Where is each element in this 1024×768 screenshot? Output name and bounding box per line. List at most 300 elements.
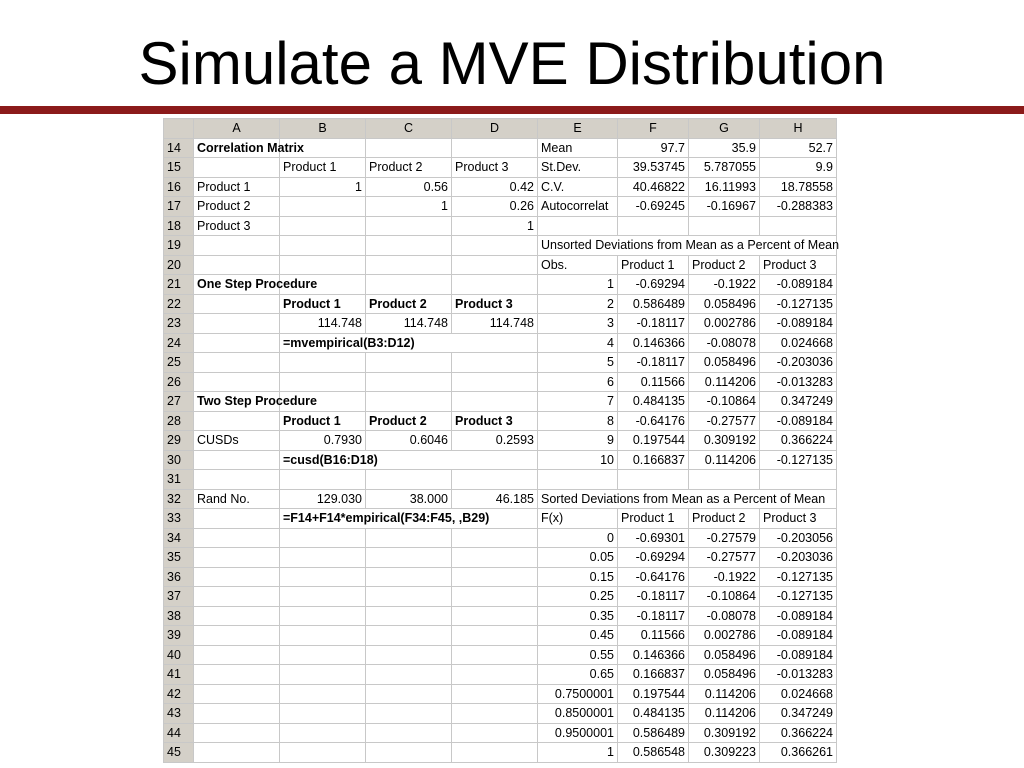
cell-a15[interactable] xyxy=(194,158,280,178)
cell-d28[interactable]: Product 3 xyxy=(452,411,538,431)
cell-f21[interactable]: -0.69294 xyxy=(618,275,689,295)
cell-b19[interactable] xyxy=(280,236,366,256)
row-header-21[interactable]: 21 xyxy=(164,275,194,295)
cell-a16[interactable]: Product 1 xyxy=(194,177,280,197)
cell-a43[interactable] xyxy=(194,704,280,724)
cell-c18[interactable] xyxy=(366,216,452,236)
cell-f40[interactable]: 0.146366 xyxy=(618,645,689,665)
sheet-row-17 xyxy=(164,197,837,217)
cell-b40[interactable] xyxy=(280,645,366,665)
cell-b41[interactable] xyxy=(280,665,366,685)
cell-d22[interactable]: Product 3 xyxy=(452,294,538,314)
row-header-42[interactable]: 42 xyxy=(164,684,194,704)
cell-f14[interactable]: 97.7 xyxy=(618,138,689,158)
cell-f42[interactable]: 0.197544 xyxy=(618,684,689,704)
cell-c28[interactable]: Product 2 xyxy=(366,411,452,431)
cell-d35[interactable] xyxy=(452,548,538,568)
cell-a44[interactable] xyxy=(194,723,280,743)
cell-d26[interactable] xyxy=(452,372,538,392)
cell-d32[interactable]: 46.185 xyxy=(452,489,538,509)
cell-h16[interactable]: 18.78558 xyxy=(760,177,837,197)
cell-a40[interactable] xyxy=(194,645,280,665)
cell-h33[interactable]: Product 3 xyxy=(760,509,837,529)
cell-d18[interactable]: 1 xyxy=(452,216,538,236)
row-header-22[interactable]: 22 xyxy=(164,294,194,314)
cell-c38[interactable] xyxy=(366,606,452,626)
cell-c45[interactable] xyxy=(366,743,452,763)
cell-f18[interactable] xyxy=(618,216,689,236)
cell-g28[interactable]: -0.27577 xyxy=(689,411,760,431)
cell-b17[interactable] xyxy=(280,197,366,217)
cell-d25[interactable] xyxy=(452,353,538,373)
cell-g27[interactable]: -0.10864 xyxy=(689,392,760,412)
row-header-43[interactable]: 43 xyxy=(164,704,194,724)
cell-g29[interactable]: 0.309192 xyxy=(689,431,760,451)
cell-f29[interactable]: 0.197544 xyxy=(618,431,689,451)
cell-c14[interactable] xyxy=(366,138,452,158)
cell-e39[interactable]: 0.45 xyxy=(538,626,618,646)
cell-a30[interactable] xyxy=(194,450,280,470)
cell-b34[interactable] xyxy=(280,528,366,548)
cell-g41[interactable]: 0.058496 xyxy=(689,665,760,685)
cell-e43[interactable]: 0.8500001 xyxy=(538,704,618,724)
cell-e33[interactable]: F(x) xyxy=(538,509,618,529)
cell-h21[interactable]: -0.089184 xyxy=(760,275,837,295)
cell-h40[interactable]: -0.089184 xyxy=(760,645,837,665)
cell-a26[interactable] xyxy=(194,372,280,392)
cell-a20[interactable] xyxy=(194,255,280,275)
cell-b15[interactable]: Product 1 xyxy=(280,158,366,178)
row-header-41[interactable]: 41 xyxy=(164,665,194,685)
cell-a19[interactable] xyxy=(194,236,280,256)
cell-c43[interactable] xyxy=(366,704,452,724)
cell-c26[interactable] xyxy=(366,372,452,392)
cell-g15[interactable]: 5.787055 xyxy=(689,158,760,178)
cell-a28[interactable] xyxy=(194,411,280,431)
column-header-g[interactable]: G xyxy=(689,119,760,139)
cell-f16[interactable]: 40.46822 xyxy=(618,177,689,197)
cell-e45[interactable]: 1 xyxy=(538,743,618,763)
column-header-a[interactable]: A xyxy=(194,119,280,139)
cell-f36[interactable]: -0.64176 xyxy=(618,567,689,587)
cell-c41[interactable] xyxy=(366,665,452,685)
cell-e40[interactable]: 0.55 xyxy=(538,645,618,665)
row-header-36[interactable]: 36 xyxy=(164,567,194,587)
cell-e15[interactable]: St.Dev. xyxy=(538,158,618,178)
cell-h27[interactable]: 0.347249 xyxy=(760,392,837,412)
cell-h28[interactable]: -0.089184 xyxy=(760,411,837,431)
cell-d21[interactable] xyxy=(452,275,538,295)
cell-d37[interactable] xyxy=(452,587,538,607)
cell-h30[interactable]: -0.127135 xyxy=(760,450,837,470)
row-header-19[interactable]: 19 xyxy=(164,236,194,256)
row-header-34[interactable]: 34 xyxy=(164,528,194,548)
cell-h43[interactable]: 0.347249 xyxy=(760,704,837,724)
row-header-44[interactable]: 44 xyxy=(164,723,194,743)
cell-a27[interactable]: Two Step Procedure xyxy=(194,392,280,412)
cell-d45[interactable] xyxy=(452,743,538,763)
column-header-d[interactable]: D xyxy=(452,119,538,139)
cell-a24[interactable] xyxy=(194,333,280,353)
column-header-f[interactable]: F xyxy=(618,119,689,139)
cell-a18[interactable]: Product 3 xyxy=(194,216,280,236)
row-header-39[interactable]: 39 xyxy=(164,626,194,646)
cell-d27[interactable] xyxy=(452,392,538,412)
cell-g24[interactable]: -0.08078 xyxy=(689,333,760,353)
row-header-38[interactable]: 38 xyxy=(164,606,194,626)
sheet-row-41 xyxy=(164,665,837,685)
cell-c44[interactable] xyxy=(366,723,452,743)
cell-c40[interactable] xyxy=(366,645,452,665)
row-header-16[interactable]: 16 xyxy=(164,177,194,197)
cell-f37[interactable]: -0.18117 xyxy=(618,587,689,607)
cell-h39[interactable]: -0.089184 xyxy=(760,626,837,646)
column-header-c[interactable]: C xyxy=(366,119,452,139)
cell-b38[interactable] xyxy=(280,606,366,626)
cell-b23[interactable]: 114.748 xyxy=(280,314,366,334)
cell-c15[interactable]: Product 2 xyxy=(366,158,452,178)
cell-f25[interactable]: -0.18117 xyxy=(618,353,689,373)
cell-c32[interactable]: 38.000 xyxy=(366,489,452,509)
cell-a31[interactable] xyxy=(194,470,280,490)
cell-b39[interactable] xyxy=(280,626,366,646)
cell-d43[interactable] xyxy=(452,704,538,724)
cell-c29[interactable]: 0.6046 xyxy=(366,431,452,451)
sheet-row-31 xyxy=(164,470,837,490)
cell-a22[interactable] xyxy=(194,294,280,314)
cell-g37[interactable]: -0.10864 xyxy=(689,587,760,607)
column-header-e[interactable]: E xyxy=(538,119,618,139)
sheet-row-42 xyxy=(164,684,837,704)
cell-a37[interactable] xyxy=(194,587,280,607)
cell-g17[interactable]: -0.16967 xyxy=(689,197,760,217)
cell-d41[interactable] xyxy=(452,665,538,685)
row-header-14[interactable]: 14 xyxy=(164,138,194,158)
cell-a32[interactable]: Rand No. xyxy=(194,489,280,509)
cell-a23[interactable] xyxy=(194,314,280,334)
cell-h45[interactable]: 0.366261 xyxy=(760,743,837,763)
cell-b42[interactable] xyxy=(280,684,366,704)
cell-f22[interactable]: 0.586489 xyxy=(618,294,689,314)
cell-e19[interactable]: Unsorted Deviations from Mean as a Percent of Mean xyxy=(538,236,837,256)
cell-b35[interactable] xyxy=(280,548,366,568)
cell-f38[interactable]: -0.18117 xyxy=(618,606,689,626)
cell-a14[interactable]: Correlation Matrix xyxy=(194,138,280,158)
cell-g31[interactable] xyxy=(689,470,760,490)
cell-c42[interactable] xyxy=(366,684,452,704)
sheet-row-22 xyxy=(164,294,837,314)
cell-c22[interactable]: Product 2 xyxy=(366,294,452,314)
title-divider xyxy=(0,106,1024,114)
row-header-33[interactable]: 33 xyxy=(164,509,194,529)
cell-e17[interactable]: Autocorrelat xyxy=(538,197,618,217)
sheet-row-39 xyxy=(164,626,837,646)
cell-a21[interactable]: One Step Procedure xyxy=(194,275,280,295)
cell-d19[interactable] xyxy=(452,236,538,256)
sheet-row-34 xyxy=(164,528,837,548)
sheet-row-24 xyxy=(164,333,837,353)
row-header-24[interactable]: 24 xyxy=(164,333,194,353)
cell-g35[interactable]: -0.27577 xyxy=(689,548,760,568)
cell-a39[interactable] xyxy=(194,626,280,646)
cell-e23[interactable]: 3 xyxy=(538,314,618,334)
cell-f23[interactable]: -0.18117 xyxy=(618,314,689,334)
row-header-30[interactable]: 30 xyxy=(164,450,194,470)
cell-g44[interactable]: 0.309192 xyxy=(689,723,760,743)
cell-f28[interactable]: -0.64176 xyxy=(618,411,689,431)
cell-f17[interactable]: -0.69245 xyxy=(618,197,689,217)
cell-e24[interactable]: 4 xyxy=(538,333,618,353)
cell-e44[interactable]: 0.9500001 xyxy=(538,723,618,743)
row-header-20[interactable]: 20 xyxy=(164,255,194,275)
cell-a33[interactable] xyxy=(194,509,280,529)
cell-b32[interactable]: 129.030 xyxy=(280,489,366,509)
row-header-18[interactable]: 18 xyxy=(164,216,194,236)
cell-e26[interactable]: 6 xyxy=(538,372,618,392)
cell-f27[interactable]: 0.484135 xyxy=(618,392,689,412)
cell-a38[interactable] xyxy=(194,606,280,626)
cell-g34[interactable]: -0.27579 xyxy=(689,528,760,548)
cell-e21[interactable]: 1 xyxy=(538,275,618,295)
cell-g14[interactable]: 35.9 xyxy=(689,138,760,158)
cell-c20[interactable] xyxy=(366,255,452,275)
cell-d38[interactable] xyxy=(452,606,538,626)
cell-d29[interactable]: 0.2593 xyxy=(452,431,538,451)
cell-b37[interactable] xyxy=(280,587,366,607)
cell-h29[interactable]: 0.366224 xyxy=(760,431,837,451)
cell-d14[interactable] xyxy=(452,138,538,158)
cell-g21[interactable]: -0.1922 xyxy=(689,275,760,295)
cell-f44[interactable]: 0.586489 xyxy=(618,723,689,743)
sheet-row-28 xyxy=(164,411,837,431)
cell-e38[interactable]: 0.35 xyxy=(538,606,618,626)
cell-c31[interactable] xyxy=(366,470,452,490)
cell-f31[interactable] xyxy=(618,470,689,490)
cell-f45[interactable]: 0.586548 xyxy=(618,743,689,763)
cell-h17[interactable]: -0.288383 xyxy=(760,197,837,217)
cell-d39[interactable] xyxy=(452,626,538,646)
cell-a29[interactable]: CUSDs xyxy=(194,431,280,451)
cell-c39[interactable] xyxy=(366,626,452,646)
cell-h20[interactable]: Product 3 xyxy=(760,255,837,275)
cell-g36[interactable]: -0.1922 xyxy=(689,567,760,587)
row-header-25[interactable]: 25 xyxy=(164,353,194,373)
cell-b44[interactable] xyxy=(280,723,366,743)
cell-g30[interactable]: 0.114206 xyxy=(689,450,760,470)
cell-e28[interactable]: 8 xyxy=(538,411,618,431)
cell-h24[interactable]: 0.024668 xyxy=(760,333,837,353)
cell-c19[interactable] xyxy=(366,236,452,256)
column-header-h[interactable]: H xyxy=(760,119,837,139)
cell-h22[interactable]: -0.127135 xyxy=(760,294,837,314)
cell-h23[interactable]: -0.089184 xyxy=(760,314,837,334)
cell-b16[interactable]: 1 xyxy=(280,177,366,197)
row-header-31[interactable]: 31 xyxy=(164,470,194,490)
cell-e37[interactable]: 0.25 xyxy=(538,587,618,607)
cell-e36[interactable]: 0.15 xyxy=(538,567,618,587)
cell-h34[interactable]: -0.203056 xyxy=(760,528,837,548)
cell-a45[interactable] xyxy=(194,743,280,763)
row-header-26[interactable]: 26 xyxy=(164,372,194,392)
cell-f24[interactable]: 0.146366 xyxy=(618,333,689,353)
sheet-row-19 xyxy=(164,236,837,256)
cell-e25[interactable]: 5 xyxy=(538,353,618,373)
cell-g20[interactable]: Product 2 xyxy=(689,255,760,275)
row-header-17[interactable]: 17 xyxy=(164,197,194,217)
cell-g38[interactable]: -0.08078 xyxy=(689,606,760,626)
row-header-15[interactable]: 15 xyxy=(164,158,194,178)
cell-b33[interactable]: =F14+F14*empirical(F34:F45, ,B29) xyxy=(280,509,538,529)
cell-f26[interactable]: 0.11566 xyxy=(618,372,689,392)
cell-h15[interactable]: 9.9 xyxy=(760,158,837,178)
cell-b30[interactable]: =cusd(B16:D18) xyxy=(280,450,538,470)
cell-f43[interactable]: 0.484135 xyxy=(618,704,689,724)
cell-e41[interactable]: 0.65 xyxy=(538,665,618,685)
row-header-27[interactable]: 27 xyxy=(164,392,194,412)
cell-c16[interactable]: 0.56 xyxy=(366,177,452,197)
cell-f20[interactable]: Product 1 xyxy=(618,255,689,275)
sheet-row-27 xyxy=(164,392,837,412)
cell-c36[interactable] xyxy=(366,567,452,587)
cell-h36[interactable]: -0.127135 xyxy=(760,567,837,587)
cell-g26[interactable]: 0.114206 xyxy=(689,372,760,392)
sheet-row-18 xyxy=(164,216,837,236)
cell-a17[interactable]: Product 2 xyxy=(194,197,280,217)
cell-d23[interactable]: 114.748 xyxy=(452,314,538,334)
cell-g18[interactable] xyxy=(689,216,760,236)
row-header-23[interactable]: 23 xyxy=(164,314,194,334)
cell-f30[interactable]: 0.166837 xyxy=(618,450,689,470)
cell-d15[interactable]: Product 3 xyxy=(452,158,538,178)
cell-e29[interactable]: 9 xyxy=(538,431,618,451)
cell-a25[interactable] xyxy=(194,353,280,373)
cell-e20[interactable]: Obs. xyxy=(538,255,618,275)
cell-e35[interactable]: 0.05 xyxy=(538,548,618,568)
cell-f39[interactable]: 0.11566 xyxy=(618,626,689,646)
cell-d16[interactable]: 0.42 xyxy=(452,177,538,197)
cell-e32[interactable]: Sorted Deviations from Mean as a Percent of Mean xyxy=(538,489,837,509)
cell-f34[interactable]: -0.69301 xyxy=(618,528,689,548)
cell-g45[interactable]: 0.309223 xyxy=(689,743,760,763)
cell-h26[interactable]: -0.013283 xyxy=(760,372,837,392)
cell-b28[interactable]: Product 1 xyxy=(280,411,366,431)
cell-d34[interactable] xyxy=(452,528,538,548)
cell-d36[interactable] xyxy=(452,567,538,587)
cell-g22[interactable]: 0.058496 xyxy=(689,294,760,314)
cell-e18[interactable] xyxy=(538,216,618,236)
cell-b26[interactable] xyxy=(280,372,366,392)
spreadsheet xyxy=(163,118,840,768)
cell-a42[interactable] xyxy=(194,684,280,704)
cell-d42[interactable] xyxy=(452,684,538,704)
cell-a34[interactable] xyxy=(194,528,280,548)
row-header-32[interactable]: 32 xyxy=(164,489,194,509)
row-header-29[interactable]: 29 xyxy=(164,431,194,451)
cell-e16[interactable]: C.V. xyxy=(538,177,618,197)
cell-h44[interactable]: 0.366224 xyxy=(760,723,837,743)
cell-e14[interactable]: Mean xyxy=(538,138,618,158)
cell-f15[interactable]: 39.53745 xyxy=(618,158,689,178)
cell-b31[interactable] xyxy=(280,470,366,490)
cell-g16[interactable]: 16.11993 xyxy=(689,177,760,197)
cell-c35[interactable] xyxy=(366,548,452,568)
cell-d17[interactable]: 0.26 xyxy=(452,197,538,217)
cell-f33[interactable]: Product 1 xyxy=(618,509,689,529)
cell-c23[interactable]: 114.748 xyxy=(366,314,452,334)
cell-b43[interactable] xyxy=(280,704,366,724)
cell-c17[interactable]: 1 xyxy=(366,197,452,217)
cell-a36[interactable] xyxy=(194,567,280,587)
cell-h31[interactable] xyxy=(760,470,837,490)
cell-b45[interactable] xyxy=(280,743,366,763)
cell-h25[interactable]: -0.203036 xyxy=(760,353,837,373)
cell-e27[interactable]: 7 xyxy=(538,392,618,412)
cell-e22[interactable]: 2 xyxy=(538,294,618,314)
cell-d31[interactable] xyxy=(452,470,538,490)
cell-c34[interactable] xyxy=(366,528,452,548)
cell-g33[interactable]: Product 2 xyxy=(689,509,760,529)
cell-b29[interactable]: 0.7930 xyxy=(280,431,366,451)
column-header-row xyxy=(164,119,837,139)
column-header-b[interactable]: B xyxy=(280,119,366,139)
sheet-row-14 xyxy=(164,138,837,158)
cell-d40[interactable] xyxy=(452,645,538,665)
cell-e31[interactable] xyxy=(538,470,618,490)
cell-h18[interactable] xyxy=(760,216,837,236)
cell-b22[interactable]: Product 1 xyxy=(280,294,366,314)
sheet-row-32 xyxy=(164,489,837,509)
row-header-35[interactable]: 35 xyxy=(164,548,194,568)
cell-h37[interactable]: -0.127135 xyxy=(760,587,837,607)
cell-b20[interactable] xyxy=(280,255,366,275)
cell-d20[interactable] xyxy=(452,255,538,275)
cell-h38[interactable]: -0.089184 xyxy=(760,606,837,626)
cell-c25[interactable] xyxy=(366,353,452,373)
cell-e30[interactable]: 10 xyxy=(538,450,618,470)
row-header-40[interactable]: 40 xyxy=(164,645,194,665)
cell-g23[interactable]: 0.002786 xyxy=(689,314,760,334)
cell-g43[interactable]: 0.114206 xyxy=(689,704,760,724)
cell-c21[interactable] xyxy=(366,275,452,295)
cell-c27[interactable] xyxy=(366,392,452,412)
row-header-45[interactable]: 45 xyxy=(164,743,194,763)
cell-b36[interactable] xyxy=(280,567,366,587)
cell-h14[interactable]: 52.7 xyxy=(760,138,837,158)
cell-g40[interactable]: 0.058496 xyxy=(689,645,760,665)
cell-h42[interactable]: 0.024668 xyxy=(760,684,837,704)
cell-a35[interactable] xyxy=(194,548,280,568)
cell-f41[interactable]: 0.166837 xyxy=(618,665,689,685)
row-header-28[interactable]: 28 xyxy=(164,411,194,431)
cell-h41[interactable]: -0.013283 xyxy=(760,665,837,685)
cell-g39[interactable]: 0.002786 xyxy=(689,626,760,646)
cell-b25[interactable] xyxy=(280,353,366,373)
cell-f35[interactable]: -0.69294 xyxy=(618,548,689,568)
cell-b18[interactable] xyxy=(280,216,366,236)
cell-c37[interactable] xyxy=(366,587,452,607)
select-all-corner[interactable] xyxy=(164,119,194,139)
cell-g25[interactable]: 0.058496 xyxy=(689,353,760,373)
cell-d44[interactable] xyxy=(452,723,538,743)
sheet-row-38 xyxy=(164,606,837,626)
cell-e34[interactable]: 0 xyxy=(538,528,618,548)
row-header-37[interactable]: 37 xyxy=(164,587,194,607)
cell-b24[interactable]: =mvempirical(B3:D12) xyxy=(280,333,538,353)
cell-g42[interactable]: 0.114206 xyxy=(689,684,760,704)
cell-h35[interactable]: -0.203036 xyxy=(760,548,837,568)
cell-e42[interactable]: 0.7500001 xyxy=(538,684,618,704)
cell-a41[interactable] xyxy=(194,665,280,685)
